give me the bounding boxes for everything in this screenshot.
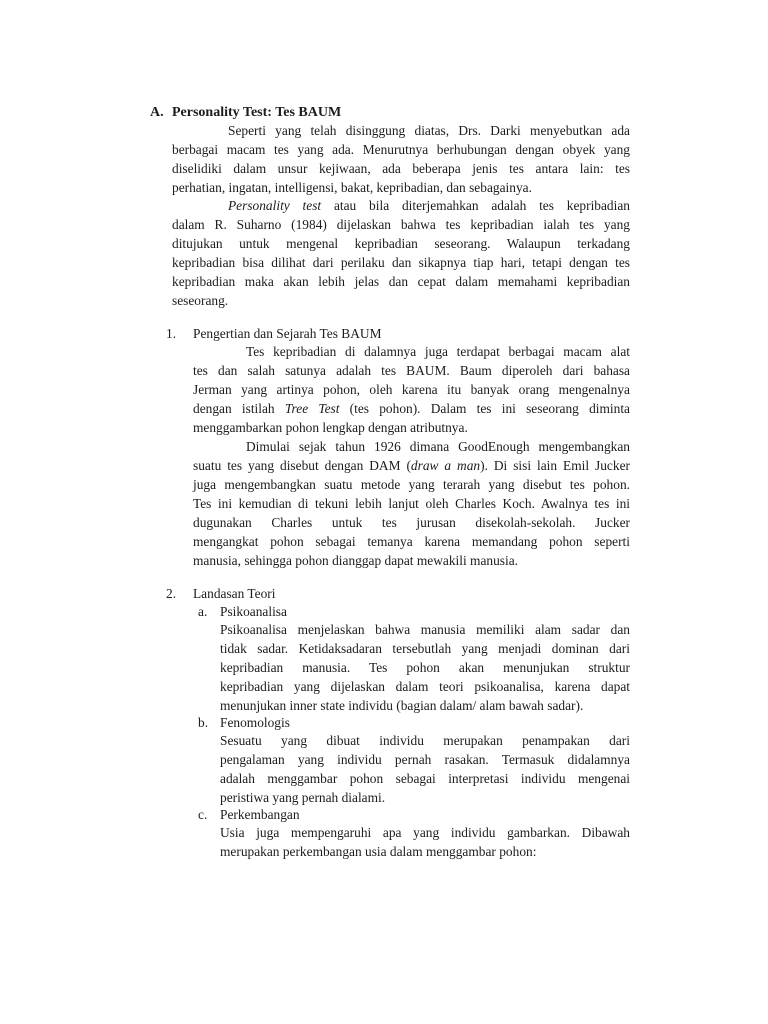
paragraph-line: mengangkat pohon sebagai temanya karena memandang pohon seperti	[193, 534, 630, 549]
paragraph-line: diselidiki dalam unsur kejiwaan, ada beberapa jenis tes antara lain: tes	[172, 161, 630, 176]
item-1-marker: 1.	[166, 326, 177, 341]
paragraph-line: dengan istilah Tree Test (tes pohon). Dalam tes ini seseorang diminta	[193, 401, 631, 416]
item-2a-marker: a.	[198, 604, 208, 619]
item-2a-title: Psikoanalisa	[220, 604, 287, 619]
paragraph-line: Usia juga mempengaruhi apa yang individu gambarkan. Dibawah	[220, 825, 630, 840]
paragraph-line: juga mengembangkan suatu metode yang terarah yang disebut tes pohon.	[193, 477, 630, 492]
paragraph-line: merupakan perkembangan usia dalam menggambar pohon:	[220, 844, 537, 859]
paragraph-line: kepribadian bisa dilihat dari perilaku dan sikapnya tiap hari, tetapi dengan tes	[172, 255, 630, 270]
paragraph-line: dalam R. Suharno (1984) dijelaskan bahwa tes kepribadian ialah tes yang	[172, 217, 630, 232]
paragraph-line: perhatian, ingatan, intelligensi, bakat, kepribadian, dan sebagainya.	[172, 180, 532, 195]
paragraph-line: ditujukan untuk mengenal kepribadian seseorang. Walaupun terkadang	[172, 236, 630, 251]
paragraph-line: Tes kepribadian di dalamnya juga terdapat berbagai macam alat	[246, 344, 630, 359]
paragraph-line: Dimulai sejak tahun 1926 dimana GoodEnough mengembangkan	[246, 439, 630, 454]
item-1-title: Pengertian dan Sejarah Tes BAUM	[193, 326, 382, 341]
paragraph-line: dugunakan Charles untuk tes jurusan disekolah-sekolah. Jucker	[193, 515, 630, 530]
paragraph-line: tes dan salah satunya adalah tes BAUM. Baum diperoleh dari bahasa	[193, 363, 630, 378]
item-2-title: Landasan Teori	[193, 586, 276, 601]
paragraph-line: kepribadian manusia. Tes pohon akan menunjukan struktur	[220, 660, 630, 675]
paragraph-line: Psikoanalisa menjelaskan bahwa manusia memiliki alam sadar dan	[220, 622, 630, 637]
paragraph-line: Tes ini kemudian di tekuni lebih lanjut oleh Charles Koch. Awalnya tes ini	[193, 496, 630, 511]
paragraph-line: suatu tes yang disebut dengan DAM (draw a man). Di sisi lain Emil Jucker	[193, 458, 630, 473]
paragraph-line: adalah menggambar pohon sebagai interpretasi individu mengenai	[220, 771, 630, 786]
paragraph-line: Sesuatu yang dibuat individu merupakan penampakan dari	[220, 733, 630, 748]
italic-term: Tree Test	[284, 401, 340, 416]
paragraph-line: kepribadian yang dijelaskan dalam teori psikoanalisa, karena dapat	[220, 679, 630, 694]
item-2c-title: Perkembangan	[220, 807, 300, 822]
section-a-title: Personality Test: Tes BAUM	[172, 105, 342, 120]
item-2-marker: 2.	[166, 586, 177, 601]
item-2c-marker: c.	[198, 807, 208, 822]
item-2b-title: Fenomologis	[220, 715, 290, 730]
paragraph-line: Jerman yang artinya pohon, oleh karena itu banyak orang mengenalnya	[193, 382, 630, 397]
paragraph-line: peristiwa yang pernah dialami.	[220, 790, 386, 805]
paragraph-line: pengalaman yang individu pernah rasakan. Termasuk didalamnya	[220, 752, 630, 767]
italic-term: Personality test	[228, 198, 322, 213]
paragraph-line: tidak sadar. Ketidaksadaran tersebutlah yang menjadi dominan dari	[220, 641, 630, 656]
item-2b-marker: b.	[198, 715, 209, 730]
paragraph-line: menggambarkan pohon lengkap dengan atributnya.	[193, 420, 468, 435]
paragraph-line: seseorang.	[172, 293, 229, 308]
italic-term: draw a man	[410, 458, 481, 473]
paragraph-line: berbagai macam tes yang ada. Menurutnya berhubungan dengan obyek yang	[172, 142, 630, 157]
paragraph-line: menunjukan inner state individu (bagian dalam/ alam bawah sadar).	[220, 698, 584, 713]
section-a-marker: A.	[150, 105, 164, 120]
paragraph-line: kepribadian maka akan lebih jelas dan cepat dalam memahami kepribadian	[172, 274, 630, 289]
paragraph-line: Seperti yang telah disinggung diatas, Drs. Darki menyebutkan ada	[228, 123, 630, 138]
paragraph-line: manusia, sehingga pohon dianggap dapat mewakili manusia.	[193, 553, 519, 568]
paragraph-line: Personality test atau bila diterjemahkan adalah tes kepribadian	[228, 198, 630, 213]
